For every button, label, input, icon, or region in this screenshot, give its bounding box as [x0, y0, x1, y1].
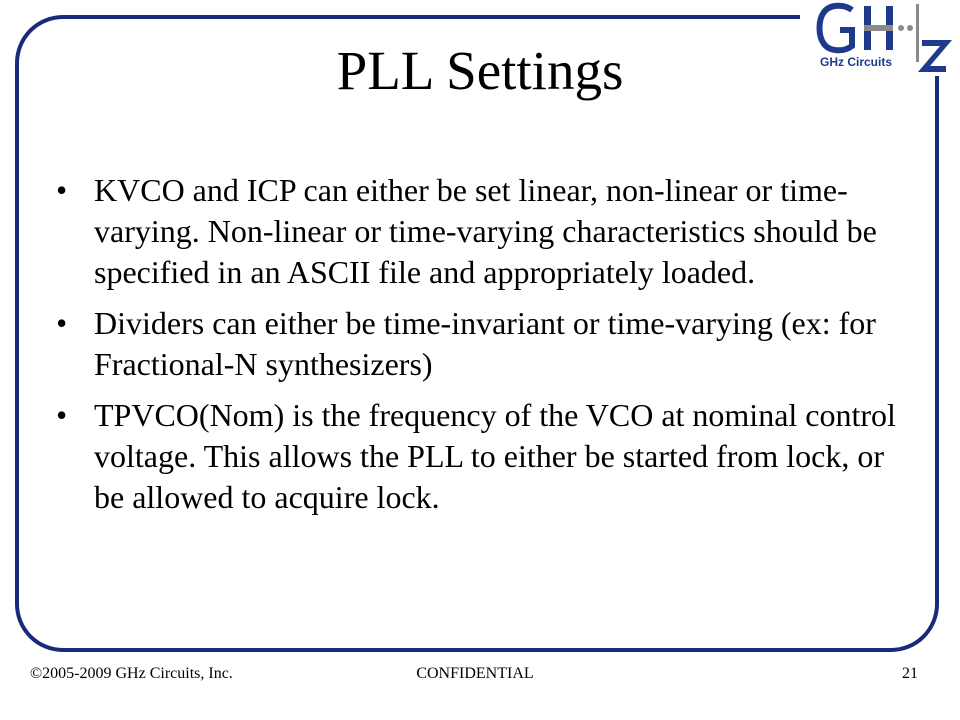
logo-dot	[898, 25, 904, 31]
footer-page-number: 21	[902, 665, 918, 682]
bullet-item	[56, 395, 896, 518]
bullet-text: KVCO and ICP can either be set linear, non-linear or time-varying. Non-linear or time-varying characteristics should be specified in an ASCII file and appropriately loaded.	[94, 172, 877, 290]
bullet-item	[56, 303, 896, 385]
slide-title: PLL Settings	[336, 40, 624, 101]
logo-dot	[907, 25, 913, 31]
bullet-item	[56, 170, 896, 293]
footer-confidential: CONFIDENTIAL	[416, 665, 534, 682]
bullet-marker: •	[56, 172, 68, 208]
logo-text: GHz Circuits	[820, 55, 893, 69]
footer-copyright: ©2005-2009 GHz Circuits, Inc.	[30, 665, 233, 682]
logo-h-bar	[864, 25, 893, 31]
bullet-text: Dividers can either be time-invariant or time-varying (ex: for Fractional-N synthesizers)	[94, 305, 876, 382]
bullet-text: TPVCO(Nom) is the frequency of the VCO at nominal control voltage. This allows the PLL to either be started from lock, or be allowed to acquire lock.	[94, 397, 896, 515]
bullet-list	[56, 170, 896, 528]
bullet-marker: •	[56, 305, 68, 341]
bullet-marker: •	[56, 397, 68, 433]
